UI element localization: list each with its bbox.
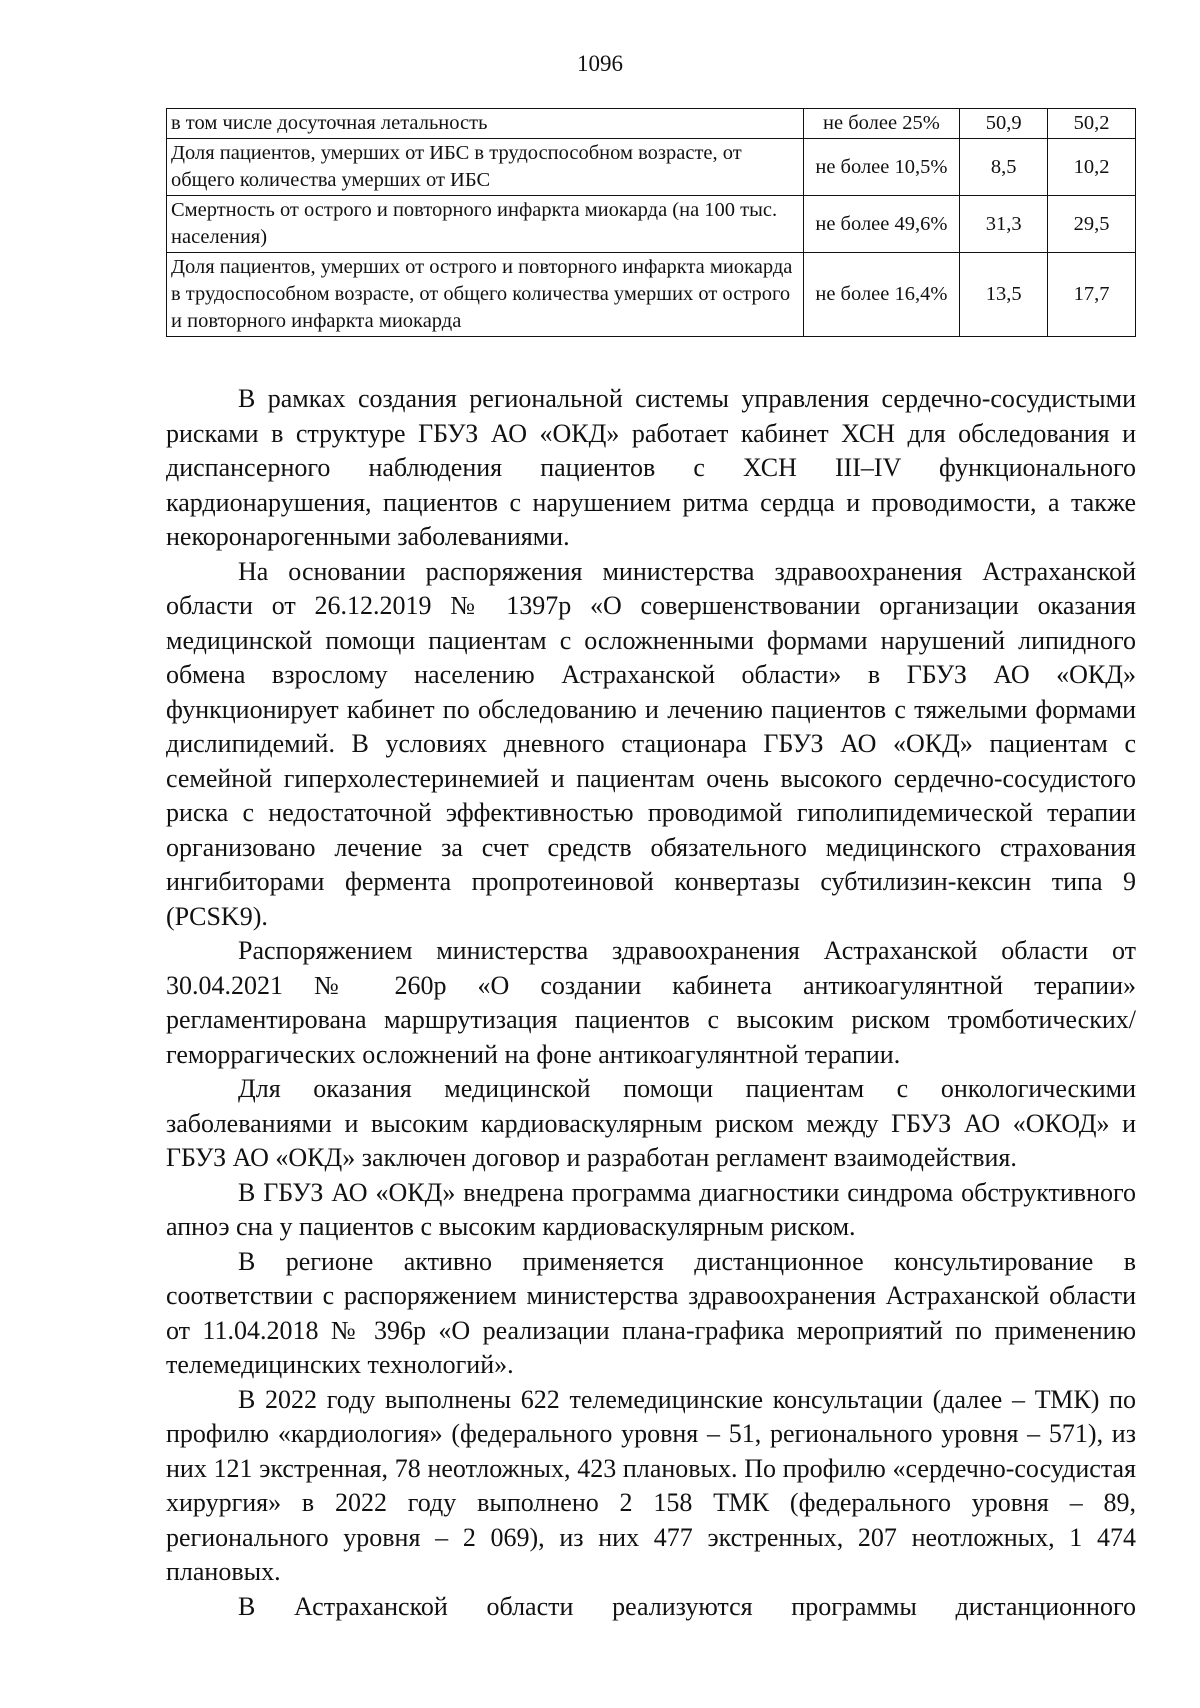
value-cell-1: 31,3 [960,196,1048,253]
value-cell-2: 29,5 [1048,196,1136,253]
paragraph: В 2022 году выполнены 622 телемедицинские консультации (далее – ТМК) по профилю «кардиология» (федерального уровня – 51, регионального уровня – 571), из них 121 экстренная, 78 неотложных, 423 плановых. По профилю «сердечно-сосудистая хирургия» в 2022 году выполнено 2 158 ТМК (федерального уровня – 89, регионального уровня – 2 069), из них 477 экстренных, 207 неотложных, 1 474 плановых. [166,1384,1136,1586]
indicator-name-cell: Доля пациентов, умерших от ИБС в трудоспособном возрасте, от общего количества умерших от ИБС [167,139,804,196]
value-cell-2: 10,2 [1048,139,1136,196]
page-number: 1096 [577,51,623,76]
target-value-cell: не более 49,6% [803,196,960,253]
indicator-name-cell: Доля пациентов, умерших от острого и повторного инфаркта миокарда в трудоспособном возрасте, от общего количества умерших от острого и повторного инфаркта миокарда [167,253,804,337]
value-cell-2: 50,2 [1048,109,1136,139]
value-cell-1: 13,5 [960,253,1048,337]
paragraph: В регионе активно применяется дистанционное консультирование в соответствии с распоряжением министерства здравоохранения Астраханской области от 11.04.2018 № 396р «О реализации плана-графика мероприятий по применению телемедицинских технологий». [166,1246,1136,1379]
table-row [167,253,1136,337]
value-cell-2: 17,7 [1048,253,1136,337]
table-row [167,139,1136,196]
target-value-cell: не более 10,5% [803,139,960,196]
table-row [167,196,1136,253]
indicator-name-cell: в том числе досуточная летальность [167,109,804,139]
paragraph: Для оказания медицинской помощи пациентам с онкологическими заболеваниями и высоким кардиоваскулярным риском между ГБУЗ АО «ОКОД» и ГБУЗ АО «ОКД» заключен договор и разработан регламент взаимодействия. [166,1074,1136,1172]
body-text [166,382,1136,1624]
indicators-table [166,108,1136,337]
target-value-cell: не более 16,4% [803,253,960,337]
paragraph: В рамках создания региональной системы управления сердечно-сосудистыми рисками в структуре ГБУЗ АО «ОКД» работает кабинет ХСН для обследования и диспансерного наблюдения пациентов с ХСН III–IV функционального кардионарушения, пациентов с нарушением ритма сердца и проводимости, а также некоронарогенными заболеваниями. [166,384,1136,551]
value-cell-1: 50,9 [960,109,1048,139]
paragraph: В ГБУЗ АО «ОКД» внедрена программа диагностики синдрома обструктивного апноэ сна у пациентов с высоким кардиоваскулярным риском. [166,1177,1136,1241]
value-cell-1: 8,5 [960,139,1048,196]
paragraph: В Астраханской области реализуются программы дистанционного [238,1591,1136,1621]
target-value-cell: не более 25% [803,109,960,139]
indicator-name-cell: Смертность от острого и повторного инфаркта миокарда (на 100 тыс. населения) [167,196,804,253]
paragraph: Распоряжением министерства здравоохранения Астраханской области от 30.04.2021 № 260р «О создании кабинета антикоагулянтной терапии» регламентирована маршрутизация пациентов с высоким риском тромботических/геморрагических осложнений на фоне антикоагулянтной терапии. [166,936,1136,1069]
table-row [167,109,1136,139]
paragraph: На основании распоряжения министерства здравоохранения Астраханской области от 26.12.2019 № 1397р «О совершенствовании организации оказания медицинской помощи пациентам с осложненными формами нарушений липидного обмена взрослому населению Астраханской области» в ГБУЗ АО «ОКД» функционирует кабинет по обследованию и лечению пациентов с тяжелыми формами дислипидемий. В условиях дневного стационара ГБУЗ АО «ОКД» пациентам с семейной гиперхолестеринемией и пациентам очень высокого сердечно-сосудистого риска с недостаточной эффективностью проводимой гиполипидемической терапии организовано лечение за счет средств обязательного медицинского страхования ингибиторами фермента пропротеиновой конвертазы субтилизин-кексин типа 9 (PCSK9). [166,556,1136,931]
